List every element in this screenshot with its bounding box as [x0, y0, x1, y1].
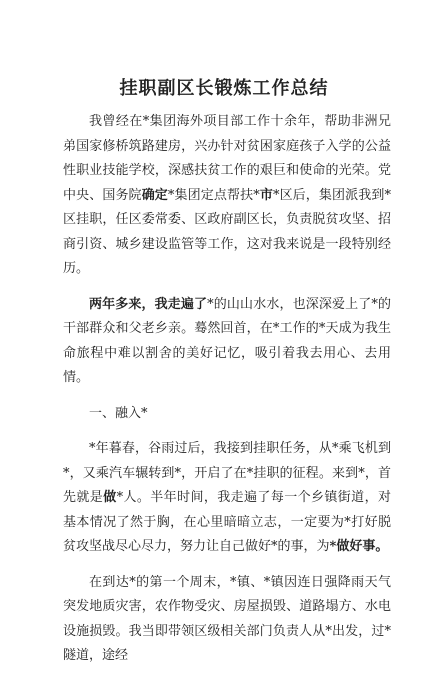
text-segment: *集团定点帮扶*: [167, 187, 260, 203]
text-segment: *年暮春，谷雨过后，我接到挂职任务，从*乘飞机到*，又乘汽车辗转到*，开启了在*挂职的征程。来到*，首先就是: [63, 441, 391, 505]
bold-segment: 做: [103, 490, 117, 505]
text-segment: *区后，集团派我到*区挂职，任区委常委、区政府副区长，负责脱贫攻坚、招商引资、城乡建设监管等工作，这对我来说是一段特别经历。: [63, 187, 391, 276]
document-body: [63, 110, 391, 680]
text-segment: 在到达*的第一个周末，*镇、*镇因连日强降雨天气突发地质灾害，农作物受灾、房屋损毁、道路塌方、水电设施损毁。我当即带领区级相关部门负责人从*出发，过*隧道，途经: [63, 574, 391, 663]
paragraph-intro: [63, 110, 391, 282]
bold-segment: 两年多来，我走遍了: [89, 296, 208, 312]
paragraph-arrival: [63, 437, 391, 560]
bold-segment: *做好事。: [329, 539, 389, 554]
text-segment: 我曾经在*集团海外项目部工作十余年，帮助非洲兄弟国家修桥筑路建房，兴办针对贫困家庭孩子入学的公益性职业技能学校，深感扶贫工作的艰巨和使命的光荣。党中央、国务院: [63, 114, 391, 203]
bold-segment: 市: [259, 187, 273, 203]
text-segment: *人。半年时间，我走遍了每一个乡镇街道，对基本情况了然于胸，在心里暗暗立志，一定要为*打好脱贫攻坚战尽心尽力，努力让自己做好*的事，为: [63, 490, 391, 554]
document-title: 挂职副区长锻炼工作总结: [119, 78, 329, 99]
text-segment: *的山山水水，也深深爱上了*的干部群众和父老乡亲。蓦然回首，在*工作的*天成为我生命旅程中难以割舍的美好记忆，吸引着我去用心、去用情。: [63, 296, 391, 385]
text-segment: 一、融入*: [89, 405, 148, 421]
section-heading: [63, 402, 391, 427]
bold-segment: 确定: [141, 187, 168, 203]
paragraph-summary: [63, 293, 391, 391]
paragraph-disaster: [63, 571, 391, 669]
